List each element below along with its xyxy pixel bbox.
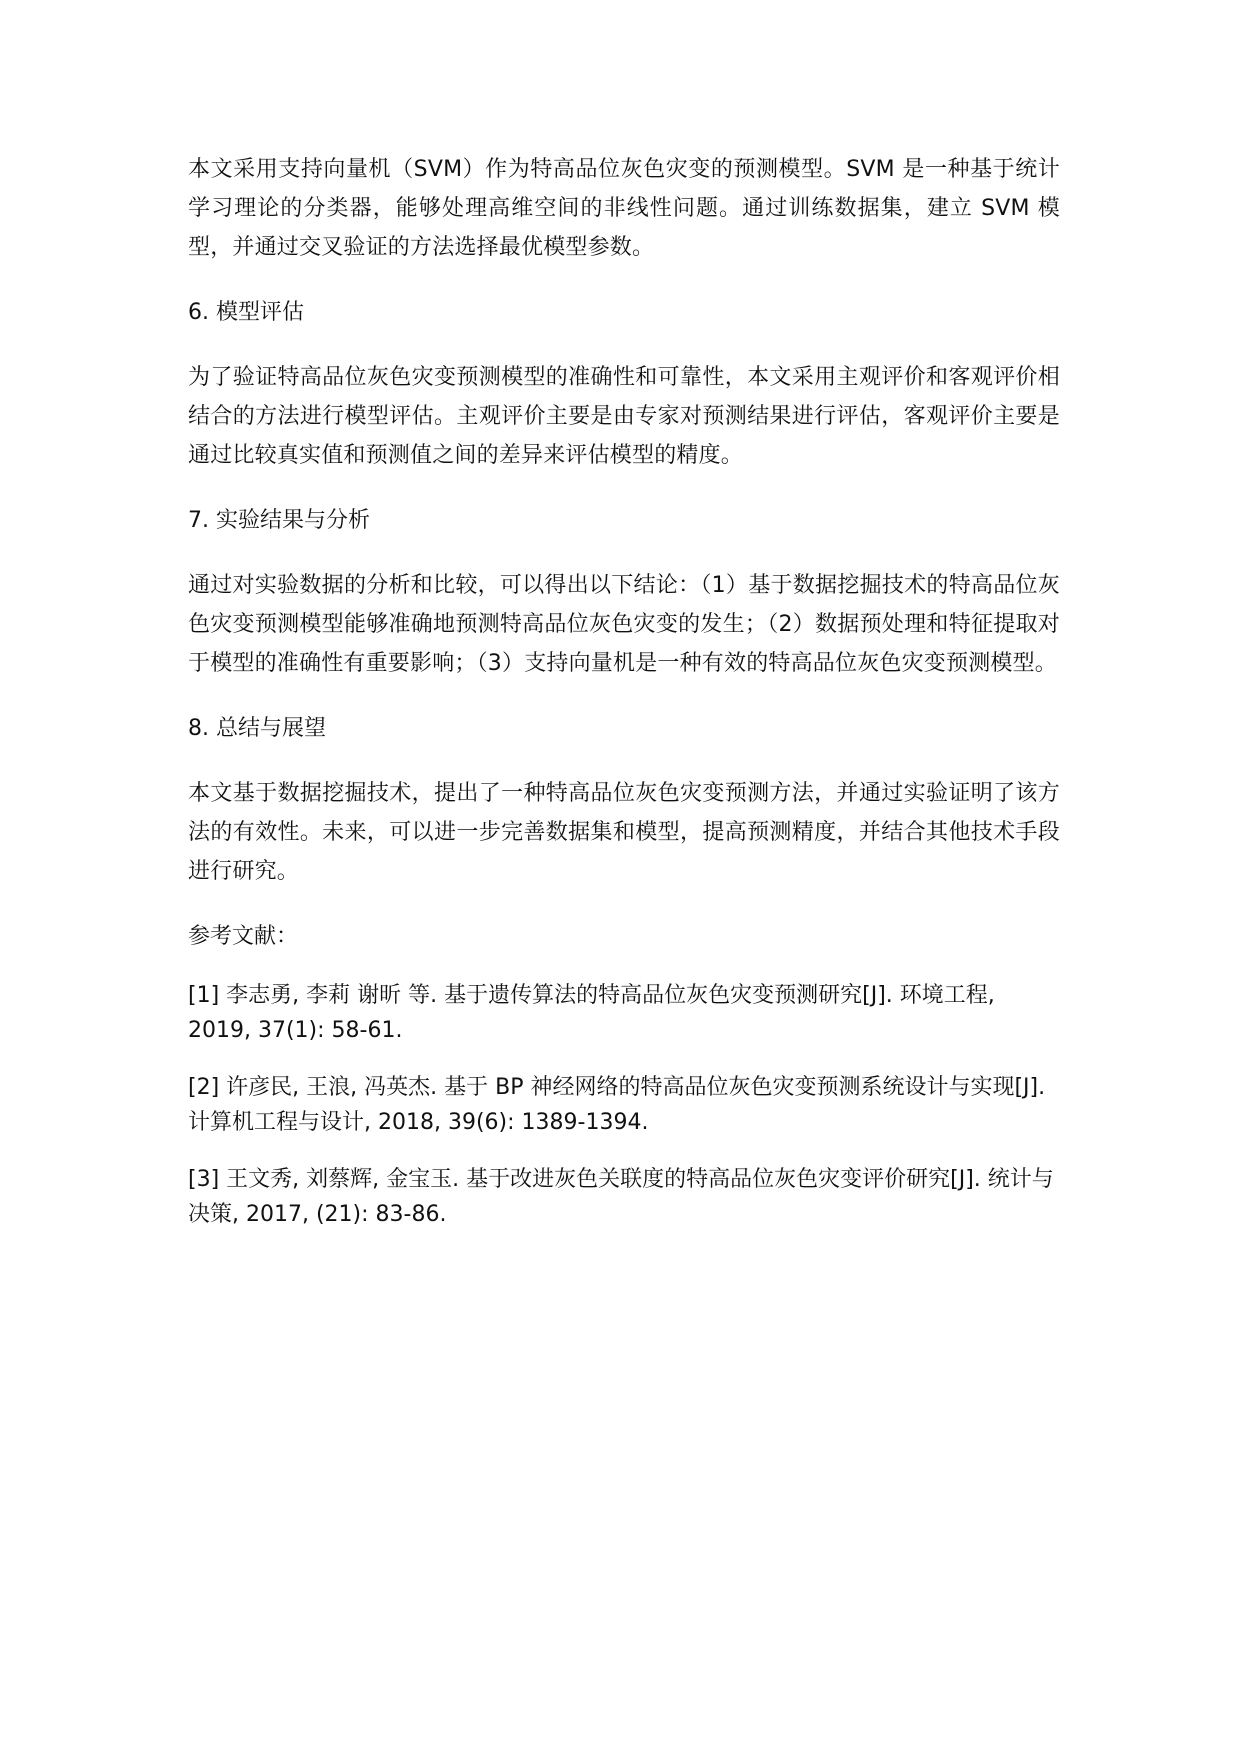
paragraph-model-evaluation: 为了验证特高品位灰色灾变预测模型的准确性和可靠性，本文采用主观评价和客观评价相结合的方法进行模型评估。主观评价主要是由专家对预测结果进行评估，客观评价主要是通过比较真实值和预测值之间的差异来评估模型的精度。 — [188, 365, 1060, 468]
paragraph-svm-model: 本文采用支持向量机（SVM）作为特高品位灰色灾变的预测模型。SVM 是一种基于统计学习理论的分类器，能够处理高维空间的非线性问题。通过训练数据集，建立 SVM 模型，并通过交叉验证的方法选择最优模型参数。 — [188, 157, 1060, 260]
section-heading-experiment-results: 7. 实验结果与分析 — [188, 508, 370, 533]
references-heading: 参考文献： — [188, 924, 299, 949]
reference-item-2: [2] 许彦民, 王浪, 冯英杰. 基于 BP 神经网络的特高品位灰色灾变预测系统设计与实现[J]. 计算机工程与设计, 2018, 39(6): 1389-1394. — [188, 1075, 1046, 1135]
paragraph-experiment-results: 通过对实验数据的分析和比较，可以得出以下结论：（1）基于数据挖掘技术的特高品位灰色灾变预测模型能够准确地预测特高品位灰色灾变的发生；（2）数据预处理和特征提取对于模型的准确性有重要影响；（3）支持向量机是一种有效的特高品位灰色灾变预测模型。 — [188, 573, 1060, 676]
section-heading-model-evaluation: 6. 模型评估 — [188, 300, 304, 325]
section-heading-summary-outlook: 8. 总结与展望 — [188, 716, 326, 741]
document-body — [188, 150, 1060, 1254]
reference-item-1: [1] 李志勇, 李莉 谢昕 等. 基于遗传算法的特高品位灰色灾变预测研究[J]. 环境工程, 2019, 37(1): 58-61. — [188, 983, 995, 1043]
paragraph-summary-outlook: 本文基于数据挖掘技术，提出了一种特高品位灰色灾变预测方法，并通过实验证明了该方法的有效性。未来，可以进一步完善数据集和模型，提高预测精度，并结合其他技术手段进行研究。 — [188, 781, 1060, 884]
reference-item-3: [3] 王文秀, 刘蔡辉, 金宝玉. 基于改进灰色关联度的特高品位灰色灾变评价研究[J]. 统计与决策, 2017, (21): 83-86. — [188, 1167, 1054, 1227]
